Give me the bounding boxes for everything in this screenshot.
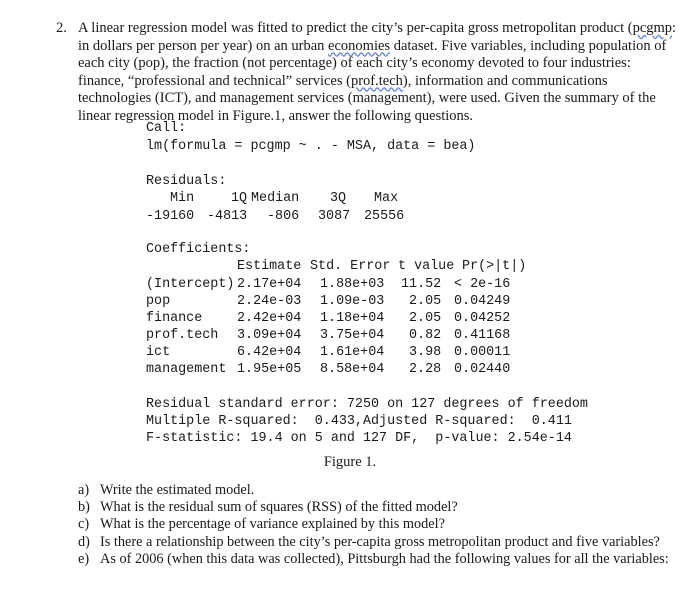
intro-text-1: A linear regression model was fitted to predict the city’s per-capita gross metropolitan product ( <box>78 20 633 36</box>
residuals-label-median: Median <box>251 191 300 206</box>
coef-estimate: 6.42e+04 <box>237 345 302 360</box>
residuals-label-1q: 1Q <box>231 191 248 206</box>
subquestion-c <box>78 516 688 533</box>
coef-col-t-value: t value <box>398 259 455 274</box>
subquestion-e <box>78 551 688 568</box>
spellcheck-word-pcgmp: pcgmp <box>632 20 673 36</box>
subquestion-label: d) <box>78 533 90 550</box>
spellcheck-word-economies: economies <box>328 37 391 54</box>
coef-name: prof.tech <box>146 328 219 343</box>
coef-estimate: 2.42e+04 <box>237 311 302 326</box>
coef-std-error: 1.61e+04 <box>320 345 385 360</box>
subquestion-text: Write the estimated model. <box>100 482 255 498</box>
coef-name: finance <box>146 311 203 326</box>
residuals-value-3q: 3087 <box>318 209 351 224</box>
coef-t-value: 2.28 <box>409 362 442 377</box>
spellcheck-word-proftech: prof.tech <box>350 72 403 89</box>
subquestion-text: What is the residual sum of squares (RSS) of the fitted model? <box>100 499 458 516</box>
residuals-header: Residuals: <box>146 174 227 189</box>
coef-std-error: 8.58e+04 <box>320 362 385 377</box>
coef-p-value: 0.41168 <box>454 328 511 343</box>
coef-name: ict <box>146 345 171 360</box>
call-header: Call: <box>146 121 187 136</box>
question-intro <box>78 20 680 126</box>
coef-name: (Intercept) <box>146 277 235 292</box>
intro-text-3: dataset. Five variables, including population of each city (pop), the fraction (not percentage) of each city’s economy devoted to four industries: finance, “professional and technical” services ( <box>78 37 667 89</box>
coef-p-value: 0.00011 <box>454 345 511 360</box>
coef-col-estimate: Estimate <box>237 259 302 274</box>
residuals-value-median: -806 <box>267 209 300 224</box>
subquestion-text: Is there a relationship between the city’s per-capita gross metropolitan product and five variables? <box>100 533 660 550</box>
subquestion-text: What is the percentage of variance explained by this model? <box>100 516 445 533</box>
coef-t-value: 11.52 <box>401 277 442 292</box>
coef-std-error: 1.18e+04 <box>320 311 385 326</box>
question-number: 2. <box>56 20 67 36</box>
subquestion-label: e) <box>78 550 90 567</box>
coef-std-error: 1.88e+03 <box>320 277 385 292</box>
coef-estimate: 2.17e+04 <box>237 277 302 292</box>
coef-estimate: 3.09e+04 <box>237 328 302 343</box>
subquestion-a <box>78 482 688 499</box>
coef-col-std-error: Std. Error <box>310 259 391 274</box>
coef-std-error: 1.09e-03 <box>320 294 385 309</box>
coef-name: management <box>146 362 227 377</box>
f-statistic-line: F-statistic: 19.4 on 5 and 127 DF, p-value: 2.54e-14 <box>146 431 572 446</box>
intro-text-2: : in dollars per person per year) on an urban <box>78 20 677 54</box>
subquestion-d <box>78 534 688 551</box>
residuals-label-3q: 3Q <box>330 191 347 206</box>
call-formula: lm(formula = pcgmp ~ . - MSA, data = bea) <box>146 139 476 154</box>
residuals-value-min: -19160 <box>146 209 195 224</box>
residual-standard-error: Residual standard error: 7250 on 127 degrees of freedom <box>146 397 588 412</box>
coef-t-value: 2.05 <box>409 311 442 326</box>
coef-t-value: 0.82 <box>409 328 442 343</box>
subquestion-text: As of 2006 (when this data was collected), Pittsburgh had the following values for all the variables: <box>100 550 669 567</box>
coef-std-error: 3.75e+04 <box>320 328 385 343</box>
coef-p-value: 0.04249 <box>454 294 511 309</box>
coef-p-value: 0.04252 <box>454 311 511 326</box>
intro-text-4: ), information and communications technologies (ICT), and management services (management), were used. Given the summary of the linear regression model in Figure.1, answer the following questions. <box>78 72 656 124</box>
subquestion-b <box>78 499 688 516</box>
r-squared-line: Multiple R-squared: 0.433,Adjusted R-squared: 0.411 <box>146 414 572 429</box>
coef-p-value: < 2e-16 <box>454 277 511 292</box>
coef-name: pop <box>146 294 171 309</box>
residuals-value-1q: -4813 <box>207 209 248 224</box>
residuals-label-min: Min <box>170 191 195 206</box>
coef-estimate: 1.95e+05 <box>237 362 302 377</box>
subquestion-label: c) <box>78 516 90 533</box>
subquestion-label: a) <box>78 482 90 498</box>
residuals-label-max: Max <box>374 191 399 206</box>
coefficients-header: Coefficients: <box>146 242 251 257</box>
coef-p-value: 0.02440 <box>454 362 511 377</box>
coef-t-value: 3.98 <box>409 345 442 360</box>
figure-caption: Figure 1. <box>323 454 377 470</box>
subquestion-label: b) <box>78 499 90 516</box>
residuals-value-max: 25556 <box>364 209 405 224</box>
coef-col-p-value: Pr(>|t|) <box>462 259 527 274</box>
subquestion-list <box>78 482 688 568</box>
coef-t-value: 2.05 <box>409 294 442 309</box>
coef-estimate: 2.24e-03 <box>237 294 302 309</box>
